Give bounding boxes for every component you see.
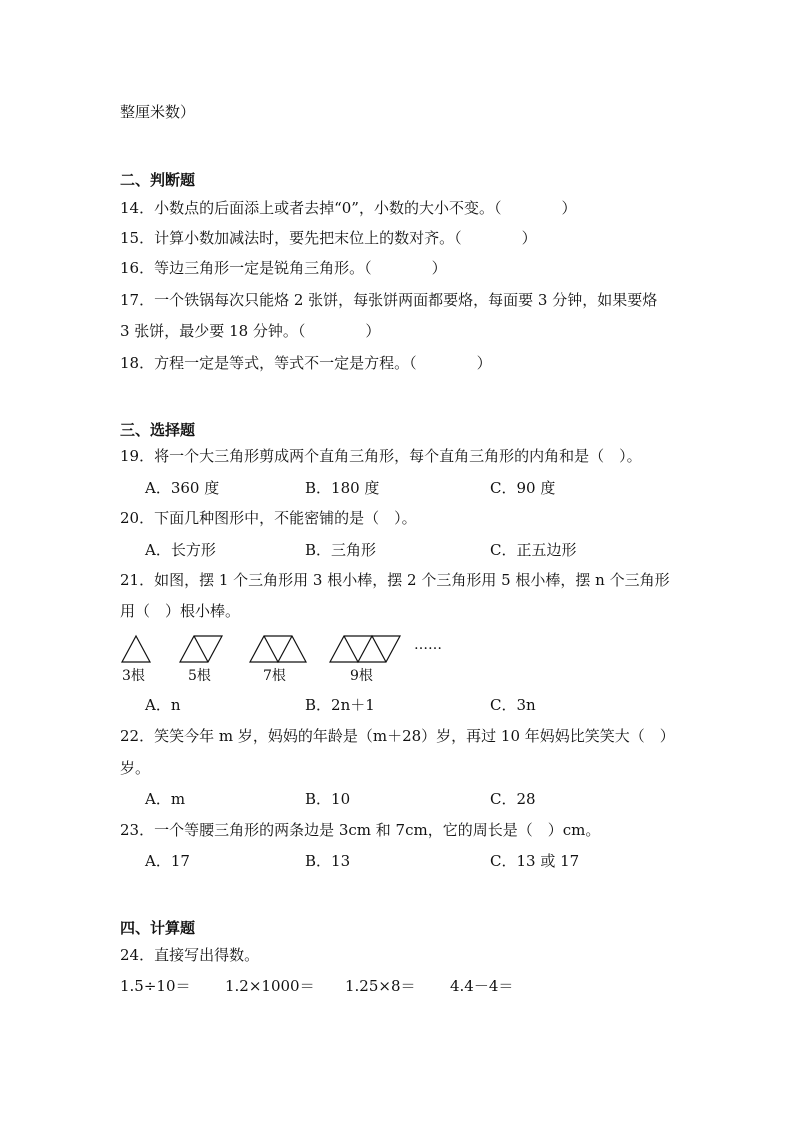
question-15: 15．计算小数加减法时，要先把末位上的数对齐。（ ）: [120, 229, 537, 247]
q19-option-a: A．360 度: [145, 479, 220, 497]
question-18: 18．方程一定是等式，等式不一定是方程。（ ）: [120, 354, 492, 372]
calc-item-4: 4.4－4＝: [450, 977, 514, 995]
q21-option-a: A．n: [145, 696, 181, 714]
figure-label-1: 3根: [122, 668, 145, 684]
triangle-group-4: [330, 636, 400, 662]
question-14: 14．小数点的后面添上或者去掉“0”，小数的大小不变。（ ）: [120, 199, 577, 217]
figure-label-4: 9根: [350, 668, 373, 684]
q19-option-b: B．180 度: [305, 479, 380, 497]
q21-option-b: B．2n＋1: [305, 696, 375, 714]
triangle-group-1: [122, 636, 150, 662]
question-21-line1: 21．如图，摆 1 个三角形用 3 根小棒，摆 2 个三角形用 5 根小棒，摆 n 个三角形: [120, 571, 670, 589]
triangle-group-3: [250, 636, 306, 662]
q20-option-a: A．长方形: [145, 541, 216, 559]
question-22-line1: 22．笑笑今年 m 岁，妈妈的年龄是（m＋28）岁，再过 10 年妈妈比笑笑大（ ）: [120, 727, 675, 745]
figure-label-3: 7根: [263, 668, 286, 684]
question-19: 19．将一个大三角形剪成两个直角三角形，每个直角三角形的内角和是（ ）。: [120, 447, 642, 465]
triangle-group-2: [180, 636, 222, 662]
q23-option-b: B．13: [305, 852, 351, 870]
question-23: 23．一个等腰三角形的两条边是 3cm 和 7cm，它的周长是（ ）cm。: [120, 821, 601, 839]
question-24: 24．直接写出得数。: [120, 946, 260, 964]
q22-option-a: A．m: [145, 790, 186, 808]
q21-option-c: C．3n: [490, 696, 536, 714]
triangle-pattern-figure: [118, 632, 458, 666]
question-21-line2: 用（ ）根小棒。: [120, 602, 241, 620]
question-22-line2: 岁。: [120, 759, 151, 777]
figure-label-2: 5根: [188, 668, 211, 684]
q23-option-a: A．17: [145, 852, 190, 870]
q19-option-c: C．90 度: [490, 479, 556, 497]
question-16: 16．等边三角形一定是锐角三角形。（ ）: [120, 259, 447, 277]
continuation-text: 整厘米数）: [120, 103, 196, 121]
q23-option-c: C．13 或 17: [490, 852, 580, 870]
q20-option-c: C．正五边形: [490, 541, 577, 559]
q20-option-b: B．三角形: [305, 541, 377, 559]
q22-option-c: C．28: [490, 790, 536, 808]
figure-ellipsis: ……: [414, 637, 442, 653]
calc-item-3: 1.25×8＝: [345, 977, 416, 995]
q22-option-b: B．10: [305, 790, 351, 808]
section3-heading: 三、选择题: [120, 421, 196, 439]
question-17-line1: 17．一个铁锅每次只能烙 2 张饼，每张饼两面都要烙，每面要 3 分钟，如果要烙: [120, 291, 658, 309]
question-17-line2: 3 张饼，最少要 18 分钟。（ ）: [120, 322, 381, 340]
calc-item-2: 1.2×1000＝: [225, 977, 315, 995]
calc-item-1: 1.5÷10＝: [120, 977, 191, 995]
section4-heading: 四、计算题: [120, 919, 196, 937]
question-20: 20．下面几种图形中，不能密铺的是（ ）。: [120, 509, 417, 527]
section2-heading: 二、判断题: [120, 171, 196, 189]
